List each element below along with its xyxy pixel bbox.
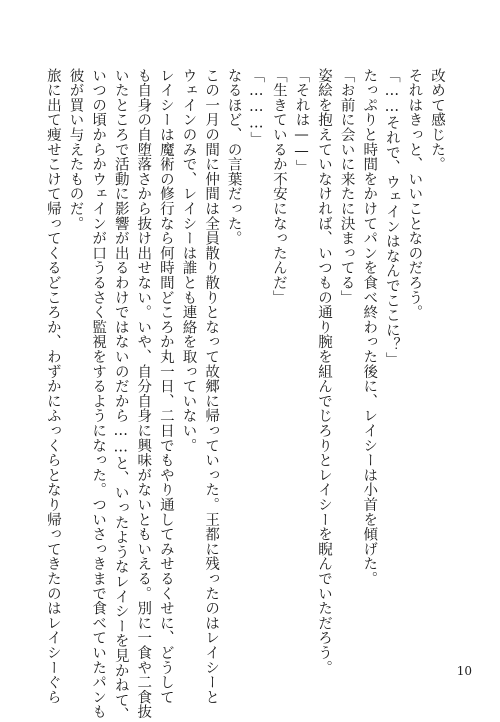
text-line: 彼が買い与えたものだ。 — [67, 68, 84, 231]
text-line: 「………」 — [248, 68, 265, 147]
text-line: たっぷりと時間をかけてパンを食べ終わった後に、レイシーは小首を傾げた。 — [361, 68, 378, 586]
text-line: 姿絵を抱えていなければ、いつもの通り腕を組んでじろりとレイシーを睨んでいただろう。 — [316, 68, 333, 675]
text-line: それはきっと、いいことなのだろう。 — [406, 68, 423, 320]
text-line: いたところで活動に影響が出るわけではないのだから……と、いったようなレイシーを見かねて、 — [112, 68, 129, 722]
text-line: 旅に出て痩せこけて帰ってくるどころか、わずかにふっくらとなり帰ってきたのはレイシーぐら — [44, 68, 61, 705]
text-line: も自身の自堕落さから抜け出せない。いや、自分自身に興味がないともいえる。別に一食や二食抜 — [135, 68, 152, 720]
vertical-text-body — [44, 68, 448, 722]
text-line: ウェインのみで、レイシーは誰とも連絡を取っていない。 — [180, 68, 197, 453]
text-line: 「お前に会いに来たに決まってる」 — [338, 68, 355, 305]
text-line: 「生きているか不安になったんだ」 — [270, 68, 287, 305]
text-line: いつの頃からかウェインが口うるさく監視をするようになった。ついさっきまで食べていたパンも — [90, 68, 107, 720]
page-number: 10 — [456, 664, 472, 678]
text-line: レイシーは魔術の修行なら何時間どころか丸一日、二日でもやり通してみせるくせに、どうして — [157, 68, 174, 705]
text-line: 「それは——」 — [293, 68, 310, 175]
text-line: 改めて感じた。 — [429, 68, 445, 172]
text-line: なるほど、の言葉だった。 — [225, 68, 242, 246]
text-line: 「……それで、ウェインはなんでここに？」 — [383, 68, 400, 367]
text-line: この一月の間に仲間は全員散り散りとなって故郷に帰っていった。王都に残ったのはレイシーと — [203, 68, 220, 705]
